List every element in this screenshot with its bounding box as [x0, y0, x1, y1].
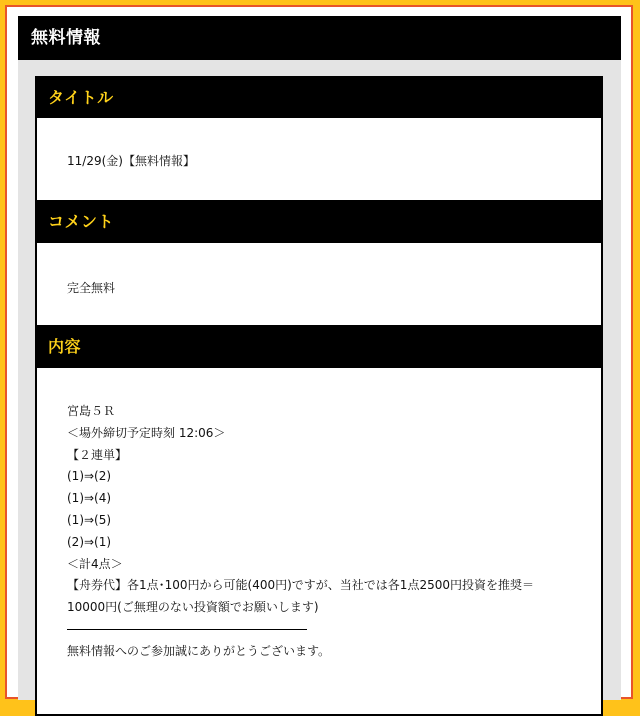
content-line: 宮島５Ｒ	[67, 404, 116, 418]
content-line: (2)⇒(1)	[67, 534, 112, 549]
divider	[67, 629, 307, 630]
section-body-comment	[37, 243, 601, 325]
page-frame	[5, 5, 633, 699]
title-text: 11/29(金)【無料情報】	[67, 154, 195, 168]
content-line: (1)⇒(2)	[67, 469, 112, 484]
page-title: 無料情報	[18, 16, 621, 60]
content-line: (1)⇒(4)	[67, 491, 112, 506]
content-line: (1)⇒(5)	[67, 512, 112, 527]
content-line: 【２連単】	[67, 447, 128, 462]
content-line: ＜計4点＞	[67, 556, 123, 571]
closing-text: 無料情報へのご参加誠にありがとうございます。	[67, 643, 331, 658]
section-heading-content: 内容	[37, 325, 601, 368]
content-area	[18, 60, 621, 700]
info-card	[35, 76, 603, 716]
section-heading-comment: コメント	[37, 200, 601, 243]
section-heading-title: タイトル	[37, 78, 601, 118]
content-line: 10000円(ご無理のない投資額でお願いします)	[67, 600, 319, 615]
content-line: ＜場外締切予定時刻 12:06＞	[67, 425, 226, 440]
section-body-content	[37, 368, 601, 663]
comment-text: 完全無料	[67, 281, 116, 295]
content-line: 【舟券代】各1点･100円から可能(400円)ですが、当社では各1点2500円投資を推奨＝	[67, 578, 534, 593]
section-body-title	[37, 118, 601, 200]
